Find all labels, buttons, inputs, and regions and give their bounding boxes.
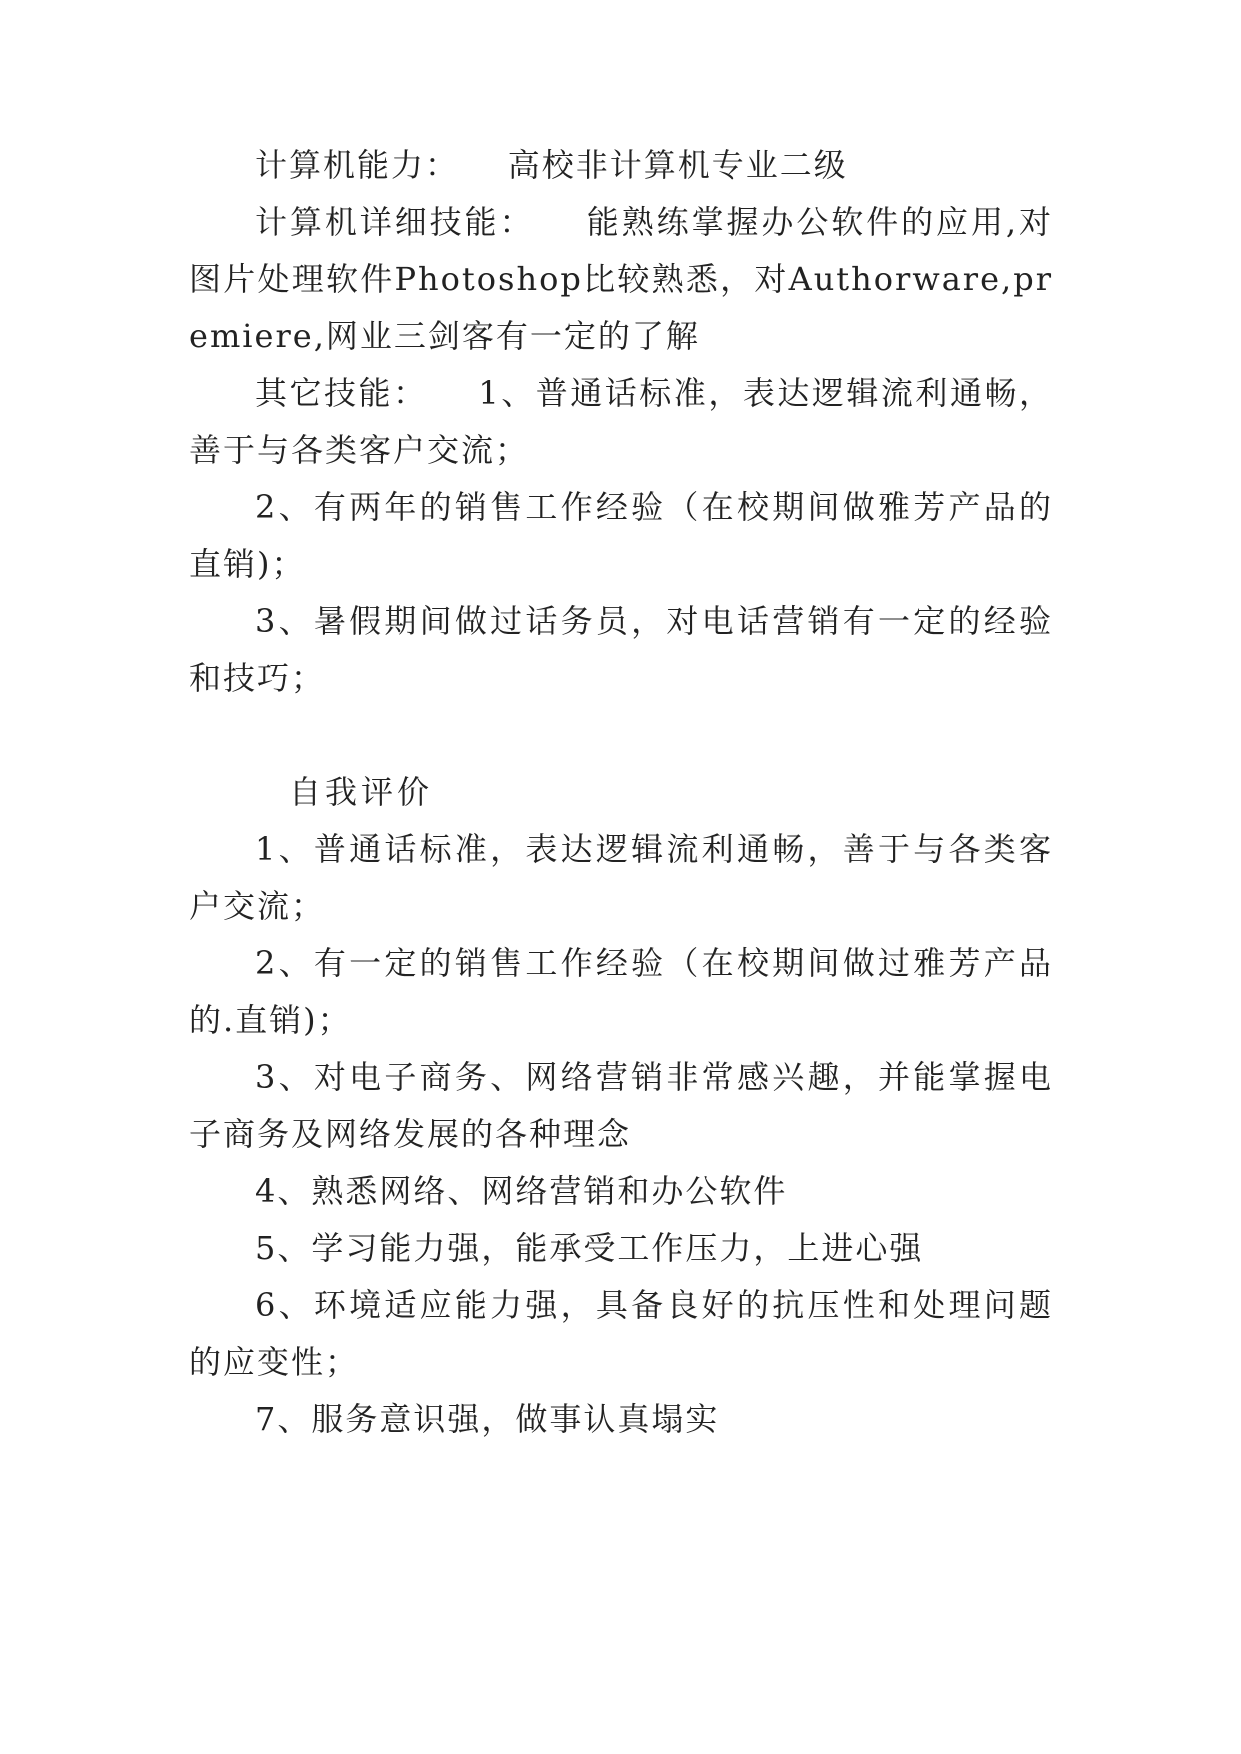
computer-details-paragraph: 计算机详细技能： 能熟练掌握办公软件的应用,对图片处理软件Photoshop比较熟悉，对Authorware,premiere,网业三剑客有一定的了解	[189, 203, 1053, 355]
other-skills-item-2: 2、有两年的销售工作经验（在校期间做雅芳产品的直销)；	[189, 488, 1053, 583]
self-evaluation-item-2: 2、有一定的销售工作经验（在校期间做过雅芳产品的.直销)；	[189, 944, 1053, 1039]
self-evaluation-title: 自我评价	[289, 773, 434, 811]
self-evaluation-item-5: 5、学习能力强，能承受工作压力，上进心强	[255, 1229, 924, 1267]
self-evaluation-item-3: 3、对电子商务、网络营销非常感兴趣，并能掌握电子商务及网络发展的各种理念	[189, 1058, 1053, 1153]
other-skills-item-3: 3、暑假期间做过话务员，对电话营销有一定的经验和技巧；	[189, 602, 1053, 697]
self-evaluation-item-4: 4、熟悉网络、网络营销和办公软件	[255, 1172, 788, 1210]
self-evaluation-item-7: 7、服务意识强，做事认真塌实	[255, 1400, 720, 1438]
section-spacer	[189, 707, 1053, 764]
other-skills-item-1: 其它技能： 1、普通话标准，表达逻辑流利通畅，善于与各类客户交流；	[189, 374, 1053, 469]
self-evaluation-item-1: 1、普通话标准，表达逻辑流利通畅，善于与各类客户交流；	[189, 830, 1053, 925]
self-evaluation-item-6: 6、环境适应能力强，具备良好的抗压性和处理问题的应变性；	[189, 1286, 1053, 1381]
computer-ability-line: 计算机能力： 高校非计算机专业二级	[255, 146, 848, 184]
document-body	[189, 137, 1053, 1448]
